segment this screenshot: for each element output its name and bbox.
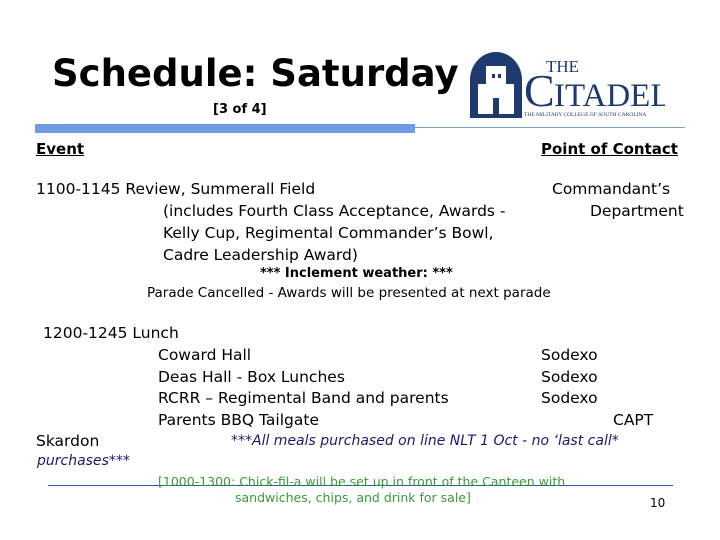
lunch-contact: Sodexo [541,368,598,386]
review-detail: Kelly Cup, Regimental Commander’s Bowl, [163,224,494,242]
weather-heading: *** Inclement weather: *** [260,266,453,281]
event-column-header: Event [36,140,85,158]
citadel-logo [470,50,665,118]
review-contact: Department [590,202,684,220]
lunch-place: RCRR – Regimental Band and parents [158,389,449,407]
meals-note-continued: purchases*** [37,453,130,469]
lunch-contact: CAPT [613,411,654,429]
svg-text:ITADEL: ITADEL [554,78,665,114]
meals-note: ***All meals purchased on line NLT 1 Oct - no ‘last call* [231,433,619,449]
lunch-place: Deas Hall - Box Lunches [158,368,345,386]
page-number: 10 [650,496,666,510]
lunch-place: Parents BBQ Tailgate [158,411,319,429]
svg-text:THE MILITARY COLLEGE OF SOUTH: THE MILITARY COLLEGE OF SOUTH CAROLINA [524,112,647,118]
lunch-contact: Sodexo [541,346,598,364]
chickfila-note: sandwiches, chips, and drink for sale] [235,490,471,505]
review-detail: (includes Fourth Class Acceptance, Awards - [163,202,506,220]
title-accent-bar [35,124,415,133]
lunch-contact: Sodexo [541,389,598,407]
title-rule [415,127,685,128]
svg-text:THE: THE [546,57,580,76]
lunch-event: 1200-1245 Lunch [43,324,179,342]
review-contact: Commandant’s [552,180,671,198]
review-event: 1100-1145 Review, Summerall Field [36,180,316,198]
skardon-label: Skardon [36,432,100,450]
weather-text: Parade Cancelled - Awards will be presented at next parade [147,285,551,301]
lunch-place: Coward Hall [158,346,252,364]
review-detail: Cadre Leadership Award) [163,246,358,264]
slide-title: Schedule: Saturday [52,52,459,95]
slide-subtitle: [3 of 4] [213,102,267,117]
chickfila-note: [1000-1300: Chick-fil-a will be set up in front of the Canteen with [158,474,566,489]
svg-text:C: C [524,65,555,116]
contact-column-header: Point of Contact [541,140,678,158]
